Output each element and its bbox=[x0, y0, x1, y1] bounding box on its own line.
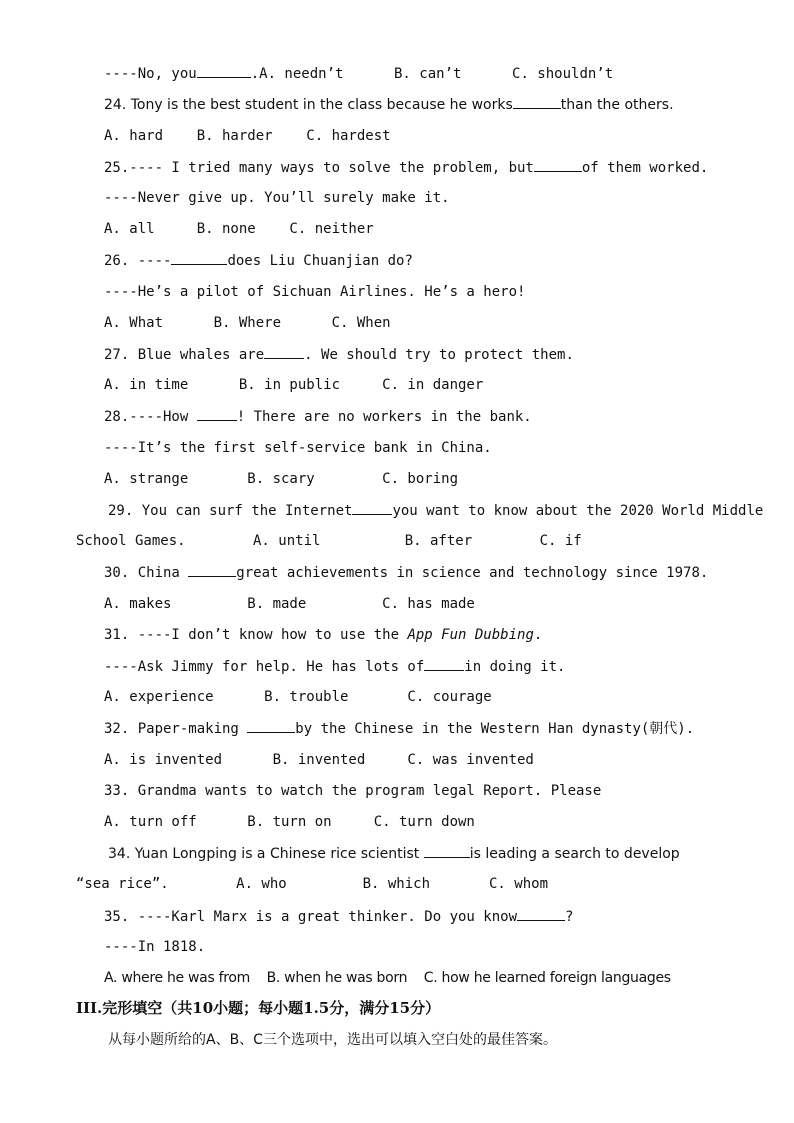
text: .A. needn’t B. can’t C. shouldn’t bbox=[250, 66, 614, 82]
text: you want to know about the 2020 World Middle bbox=[392, 503, 764, 519]
q28-options: A. strange B. scary C. boring bbox=[104, 471, 459, 487]
text: in doing it. bbox=[464, 659, 566, 675]
text: of them worked. bbox=[581, 160, 709, 176]
blank bbox=[264, 345, 304, 359]
q25-options: A. all B. none C. neither bbox=[104, 221, 374, 237]
text: 31. ----I don’t know how to use the bbox=[104, 627, 408, 643]
section-instruction: 从每小题所给的A、B、C三个选项中，选出可以填入空白处的最佳答案。 bbox=[108, 1032, 557, 1048]
q29-options: School Games. A. until B. after C. if bbox=[76, 533, 582, 549]
blank bbox=[197, 64, 251, 78]
q34-line bbox=[108, 844, 680, 863]
blank bbox=[352, 501, 392, 515]
text: by the Chinese in the Western Han dynasty(朝代). bbox=[295, 721, 695, 737]
text: 27. Blue whales are bbox=[104, 347, 265, 363]
q34-options: “sea rice”. A. who B. which C. whom bbox=[76, 876, 549, 892]
q32-options: A. is invented B. invented C. was invented bbox=[104, 752, 534, 768]
text: is leading a search to develop bbox=[469, 846, 680, 862]
text: 24. Tony is the best student in the class because he works bbox=[104, 97, 513, 113]
blank bbox=[534, 158, 582, 172]
q29-line bbox=[108, 501, 763, 520]
q24-line bbox=[104, 95, 674, 114]
q28-line bbox=[104, 407, 532, 426]
q27-options: A. in time B. in public C. in danger bbox=[104, 377, 484, 393]
q31-line bbox=[104, 626, 542, 644]
q27-line bbox=[104, 345, 574, 364]
app-name: App Fun Dubbing bbox=[407, 627, 534, 643]
blank bbox=[247, 719, 295, 733]
q31-reply bbox=[104, 657, 565, 676]
text: ----Ask Jimmy for help. He has lots of bbox=[104, 659, 425, 675]
text: does Liu Chuanjian do? bbox=[227, 253, 413, 269]
text: 35. ----Karl Marx is a great thinker. Do you know bbox=[104, 909, 518, 925]
q23-answer-line bbox=[104, 64, 613, 83]
q35-options: A. where he was from B. when he was born C. how he learned foreign languages bbox=[104, 970, 671, 986]
q26-reply: ----He’s a pilot of Sichuan Airlines. He’s a hero! bbox=[104, 284, 526, 300]
q26-line bbox=[104, 251, 413, 270]
q25-reply: ----Never give up. You’ll surely make it. bbox=[104, 190, 450, 206]
text: . bbox=[533, 627, 543, 643]
blank bbox=[197, 407, 237, 421]
q26-options: A. What B. Where C. When bbox=[104, 315, 391, 331]
q33-options: A. turn off B. turn on C. turn down bbox=[104, 814, 475, 830]
blank bbox=[513, 95, 561, 109]
blank bbox=[424, 844, 470, 858]
q30-line bbox=[104, 563, 708, 582]
blank bbox=[517, 907, 565, 921]
q32-line bbox=[104, 719, 694, 738]
q28-reply: ----It’s the first self-service bank in China. bbox=[104, 440, 492, 456]
text: 25.---- I tried many ways to solve the problem, but bbox=[104, 160, 534, 176]
text: 32. Paper-making bbox=[104, 721, 248, 737]
q31-options: A. experience B. trouble C. courage bbox=[104, 689, 492, 705]
q30-options: A. makes B. made C. has made bbox=[104, 596, 475, 612]
q33-line: 33. Grandma wants to watch the program legal Report. Please bbox=[104, 783, 602, 799]
q35-reply: ----In 1818. bbox=[104, 939, 206, 955]
text: great achievements in science and technology since 1978. bbox=[236, 565, 709, 581]
text: 26. ---- bbox=[104, 253, 172, 269]
text: . We should try to protect them. bbox=[304, 347, 574, 363]
q25-line bbox=[104, 158, 708, 177]
text: ? bbox=[565, 909, 574, 925]
q35-line bbox=[104, 907, 573, 926]
q24-options: A. hard B. harder C. hardest bbox=[104, 128, 391, 144]
text: ----No, you bbox=[104, 66, 197, 82]
text: 30. China bbox=[104, 565, 189, 581]
text: ! There are no workers in the bank. bbox=[236, 409, 532, 425]
text: 29. You can surf the Internet bbox=[108, 503, 353, 519]
blank bbox=[171, 251, 227, 265]
text: 34. Yuan Longping is a Chinese rice scientist bbox=[108, 846, 424, 862]
blank bbox=[424, 657, 464, 671]
blank bbox=[188, 563, 236, 577]
text: 28.----How bbox=[104, 409, 197, 425]
section-heading: III.完形填空（共10小题；每小题1.5分，满分15分） bbox=[76, 999, 441, 1017]
text: than the others. bbox=[560, 97, 674, 113]
